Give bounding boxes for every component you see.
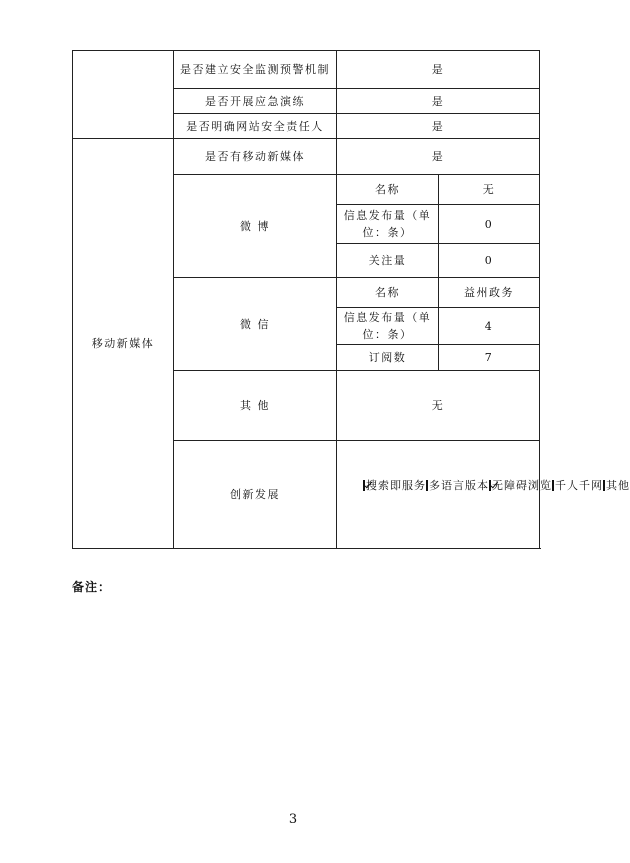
note-label: 备注：	[72, 580, 112, 594]
wechat-subscribers-label: 订阅数	[337, 345, 439, 371]
table-row	[73, 51, 540, 89]
wechat-name-value: 益州政务	[439, 278, 540, 308]
wechat-posts-value: 4	[439, 308, 540, 345]
option-personalized-label: 千人千网	[555, 479, 603, 492]
checkbox-accessible-browsing[interactable]	[489, 480, 491, 491]
innovation-options	[363, 477, 630, 494]
weibo-posts-value: 0	[439, 205, 540, 244]
table-row	[73, 139, 540, 175]
emergency-drill-value: 是	[337, 89, 540, 114]
weibo-posts-label: 信息发布量（单位：条）	[337, 205, 439, 244]
mobile-media-section-label: 移动新媒体	[73, 139, 174, 549]
empty-section-cell	[73, 51, 174, 139]
innovation-label: 创新发展	[174, 441, 337, 549]
emergency-drill-label: 是否开展应急演练	[174, 89, 337, 114]
innovation-options-cell	[337, 441, 630, 549]
checkbox-other[interactable]	[603, 480, 605, 491]
weibo-name-label: 名称	[337, 175, 439, 205]
warning-mechanism-label: 是否建立安全监测预警机制	[174, 51, 337, 89]
has-mobile-media-label: 是否有移动新媒体	[174, 139, 337, 175]
security-responsible-label: 是否明确网站安全责任人	[174, 114, 337, 139]
wechat-subscribers-value: 7	[439, 345, 540, 371]
checkbox-personalized[interactable]	[552, 480, 554, 491]
other-media-label: 其 他	[174, 371, 337, 441]
page-number: 3	[288, 812, 298, 827]
wechat-label: 微 信	[174, 278, 337, 371]
has-mobile-media-value: 是	[337, 139, 540, 175]
other-media-value: 无	[337, 371, 540, 441]
option-multilingual-label: 多语言版本	[429, 479, 489, 492]
checkbox-multilingual[interactable]	[426, 480, 428, 491]
option-accessible-browsing-label: 无障碍浏览	[492, 479, 552, 492]
option-search-service-label: 搜索即服务	[366, 479, 426, 492]
warning-mechanism-value: 是	[337, 51, 540, 89]
option-other-label: 其他	[606, 479, 630, 492]
weibo-label: 微 博	[174, 175, 337, 278]
weibo-followers-value: 0	[439, 244, 540, 278]
wechat-posts-label: 信息发布量（单位：条）	[337, 308, 439, 345]
security-responsible-value: 是	[337, 114, 540, 139]
weibo-followers-label: 关注量	[337, 244, 439, 278]
weibo-name-value: 无	[439, 175, 540, 205]
checkbox-search-service[interactable]	[363, 480, 365, 491]
wechat-name-label: 名称	[337, 278, 439, 308]
website-report-table	[72, 50, 630, 549]
